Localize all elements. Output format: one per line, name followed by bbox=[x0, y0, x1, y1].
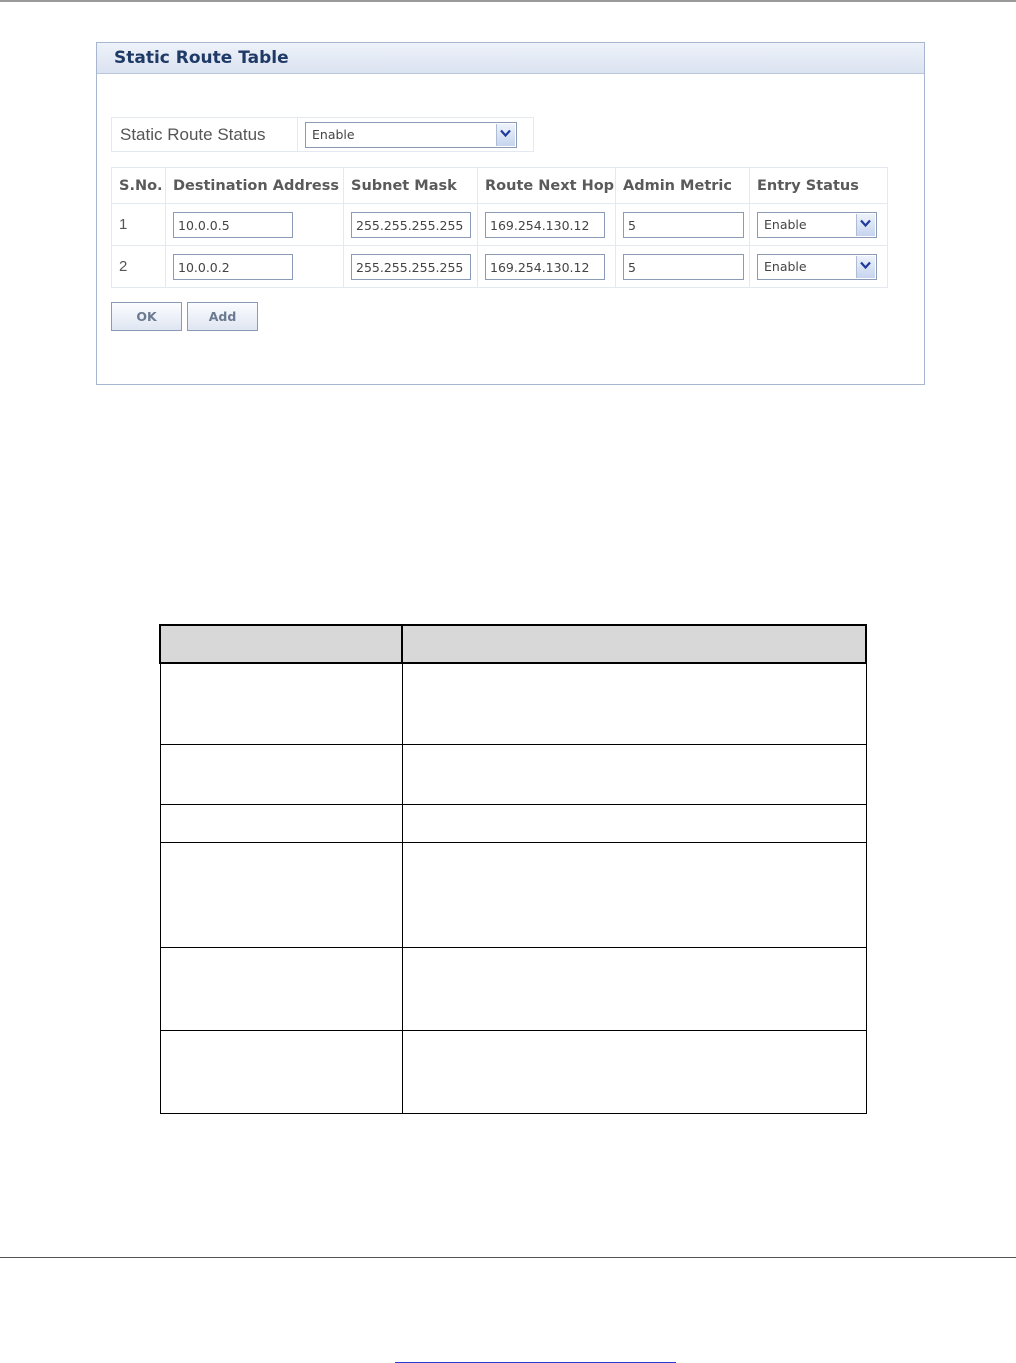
description-table bbox=[159, 624, 867, 1114]
table-row bbox=[112, 246, 888, 288]
add-button[interactable]: Add bbox=[187, 302, 258, 331]
metric-cell bbox=[616, 204, 750, 246]
subnet-cell bbox=[344, 204, 478, 246]
header-next-hop: Route Next Hop bbox=[478, 168, 616, 204]
field-cell bbox=[160, 663, 402, 744]
table-row bbox=[160, 1030, 866, 1113]
row-sno: 1 bbox=[112, 204, 166, 246]
subnet-mask-input[interactable]: 255.255.255.255 bbox=[351, 254, 471, 280]
description-cell bbox=[402, 744, 866, 804]
static-route-status-select[interactable] bbox=[305, 122, 517, 148]
header-admin-metric: Admin Metric bbox=[616, 168, 750, 204]
description-cell bbox=[402, 842, 866, 947]
field-cell bbox=[160, 842, 402, 947]
table-row bbox=[160, 947, 866, 1030]
destination-input[interactable]: 10.0.0.2 bbox=[173, 254, 293, 280]
field-cell bbox=[160, 1030, 402, 1113]
table-row bbox=[160, 804, 866, 842]
field-cell bbox=[160, 947, 402, 1030]
chevron-down-icon[interactable] bbox=[856, 256, 875, 278]
entry-status-value: Enable bbox=[764, 258, 807, 274]
row-sno: 2 bbox=[112, 246, 166, 288]
header-sno: S.No. bbox=[112, 168, 166, 204]
description-cell bbox=[402, 947, 866, 1030]
description-cell bbox=[402, 663, 866, 744]
static-route-status-value: Enable bbox=[312, 126, 355, 142]
field-cell bbox=[160, 804, 402, 842]
header-destination: Destination Address bbox=[166, 168, 344, 204]
entry-status-cell bbox=[750, 204, 888, 246]
next-hop-input[interactable]: 169.254.130.12 bbox=[485, 254, 605, 280]
destination-input[interactable]: 10.0.0.5 bbox=[173, 212, 293, 238]
field-header-cell bbox=[160, 625, 402, 663]
top-rule bbox=[0, 0, 1016, 2]
entry-status-cell bbox=[750, 246, 888, 288]
route-table-header bbox=[112, 168, 888, 204]
admin-metric-input[interactable]: 5 bbox=[623, 212, 744, 238]
field-cell bbox=[160, 744, 402, 804]
header-subnet-mask: Subnet Mask bbox=[344, 168, 478, 204]
footer-rule bbox=[0, 1257, 1016, 1258]
entry-status-value: Enable bbox=[764, 216, 807, 232]
destination-cell bbox=[166, 246, 344, 288]
route-table bbox=[111, 167, 888, 288]
metric-cell bbox=[616, 246, 750, 288]
description-cell bbox=[402, 1030, 866, 1113]
chevron-down-icon[interactable] bbox=[856, 214, 875, 236]
next-hop-input[interactable]: 169.254.130.12 bbox=[485, 212, 605, 238]
description-header-cell bbox=[402, 625, 866, 663]
description-cell bbox=[402, 804, 866, 842]
table-row bbox=[112, 204, 888, 246]
static-route-status-row bbox=[111, 117, 534, 152]
table-row bbox=[160, 663, 866, 744]
subnet-mask-input[interactable]: 255.255.255.255 bbox=[351, 212, 471, 238]
header-entry-status: Entry Status bbox=[750, 168, 888, 204]
destination-cell bbox=[166, 204, 344, 246]
ok-button[interactable]: OK bbox=[111, 302, 182, 331]
panel-title: Static Route Table bbox=[97, 43, 924, 74]
subnet-cell bbox=[344, 246, 478, 288]
entry-status-select[interactable] bbox=[757, 212, 877, 238]
chevron-down-icon[interactable] bbox=[496, 124, 515, 146]
description-table-header bbox=[160, 625, 866, 663]
static-route-panel bbox=[96, 42, 925, 385]
table-row bbox=[160, 744, 866, 804]
next-hop-cell bbox=[478, 246, 616, 288]
admin-metric-input[interactable]: 5 bbox=[623, 254, 744, 280]
entry-status-select[interactable] bbox=[757, 254, 877, 280]
next-hop-cell bbox=[478, 204, 616, 246]
static-route-status-label: Static Route Status bbox=[112, 118, 298, 151]
table-row bbox=[160, 842, 866, 947]
